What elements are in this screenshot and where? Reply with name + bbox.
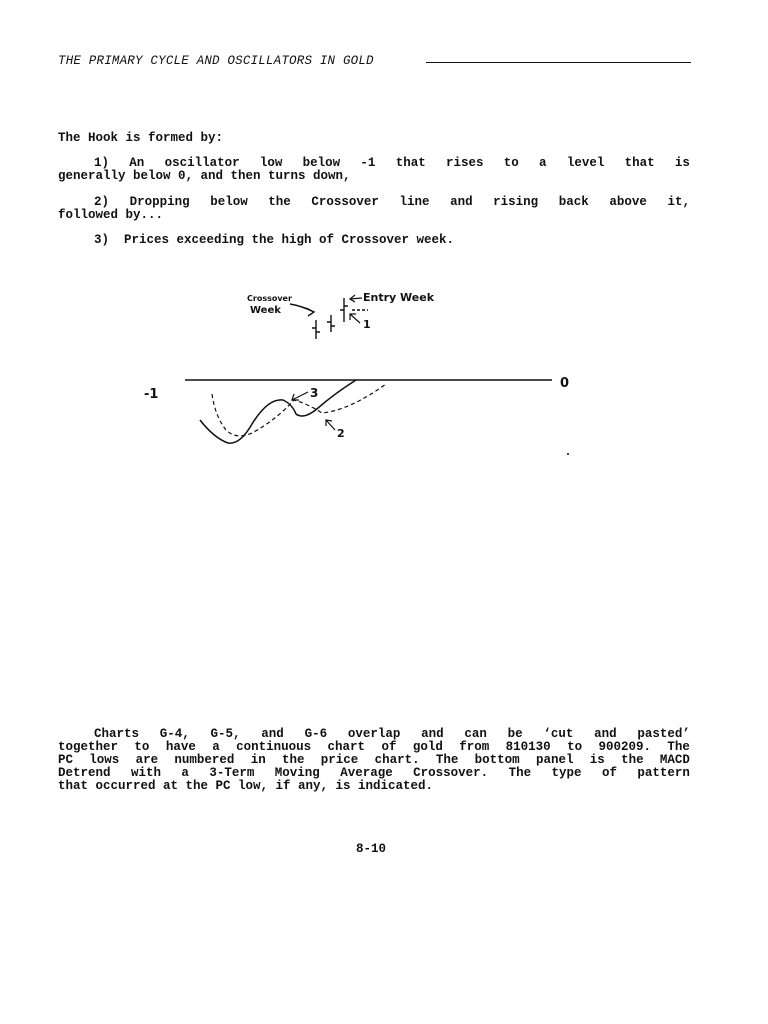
closing-line-5: that occurred at the PC low, if any, is indicated. (58, 779, 434, 793)
crossover-label-2: Week (250, 305, 281, 316)
item-1-line-2: generally below 0, and then turns down, (58, 169, 351, 183)
mark-1: 1 (363, 318, 371, 331)
running-header: THE PRIMARY CYCLE AND OSCILLATORS IN GOLD (58, 54, 374, 68)
closing-line-3: PC lows are numbered in the price chart. The bottom panel is the MACD (58, 753, 690, 767)
entry-week-arrow (350, 295, 362, 302)
item-2-line-1: 2) Dropping below the Crossover line and rising back above it, (94, 195, 690, 209)
hook-pattern-sketch (0, 270, 768, 470)
crossover-arrow (290, 304, 314, 316)
level-zero-label: 0 (560, 376, 570, 391)
closing-line-4: Detrend with a 3-Term Moving Average Crossover. The type of pattern (58, 766, 690, 780)
crossover-line (212, 384, 386, 436)
page-number: 8-10 (356, 842, 387, 856)
item-3-line-1: 3) Prices exceeding the high of Crossover week. (94, 233, 455, 247)
arrow-1 (350, 314, 360, 323)
entry-week-label: Entry Week (363, 291, 435, 304)
closing-line-1: Charts G-4, G-5, and G-6 overlap and can be ‘cut and pasted’ (94, 727, 690, 741)
header-rule (426, 62, 691, 63)
crossover-label-1: Crossover (247, 294, 292, 303)
arrow-3 (292, 392, 308, 400)
price-bars (312, 298, 368, 339)
level-minus-one-label: -1 (144, 387, 159, 402)
scan-speck (567, 453, 569, 455)
mark-3: 3 (310, 386, 319, 400)
mark-2: 2 (337, 427, 345, 440)
closing-line-2: together to have a continuous chart of gold from 810130 to 900209. The (58, 740, 690, 754)
item-2-line-2: followed by... (58, 208, 164, 222)
intro-text: The Hook is formed by: (58, 131, 224, 145)
arrow-2 (326, 420, 335, 430)
item-1-line-1: 1) An oscillator low below -1 that rises to a level that is (94, 156, 690, 170)
